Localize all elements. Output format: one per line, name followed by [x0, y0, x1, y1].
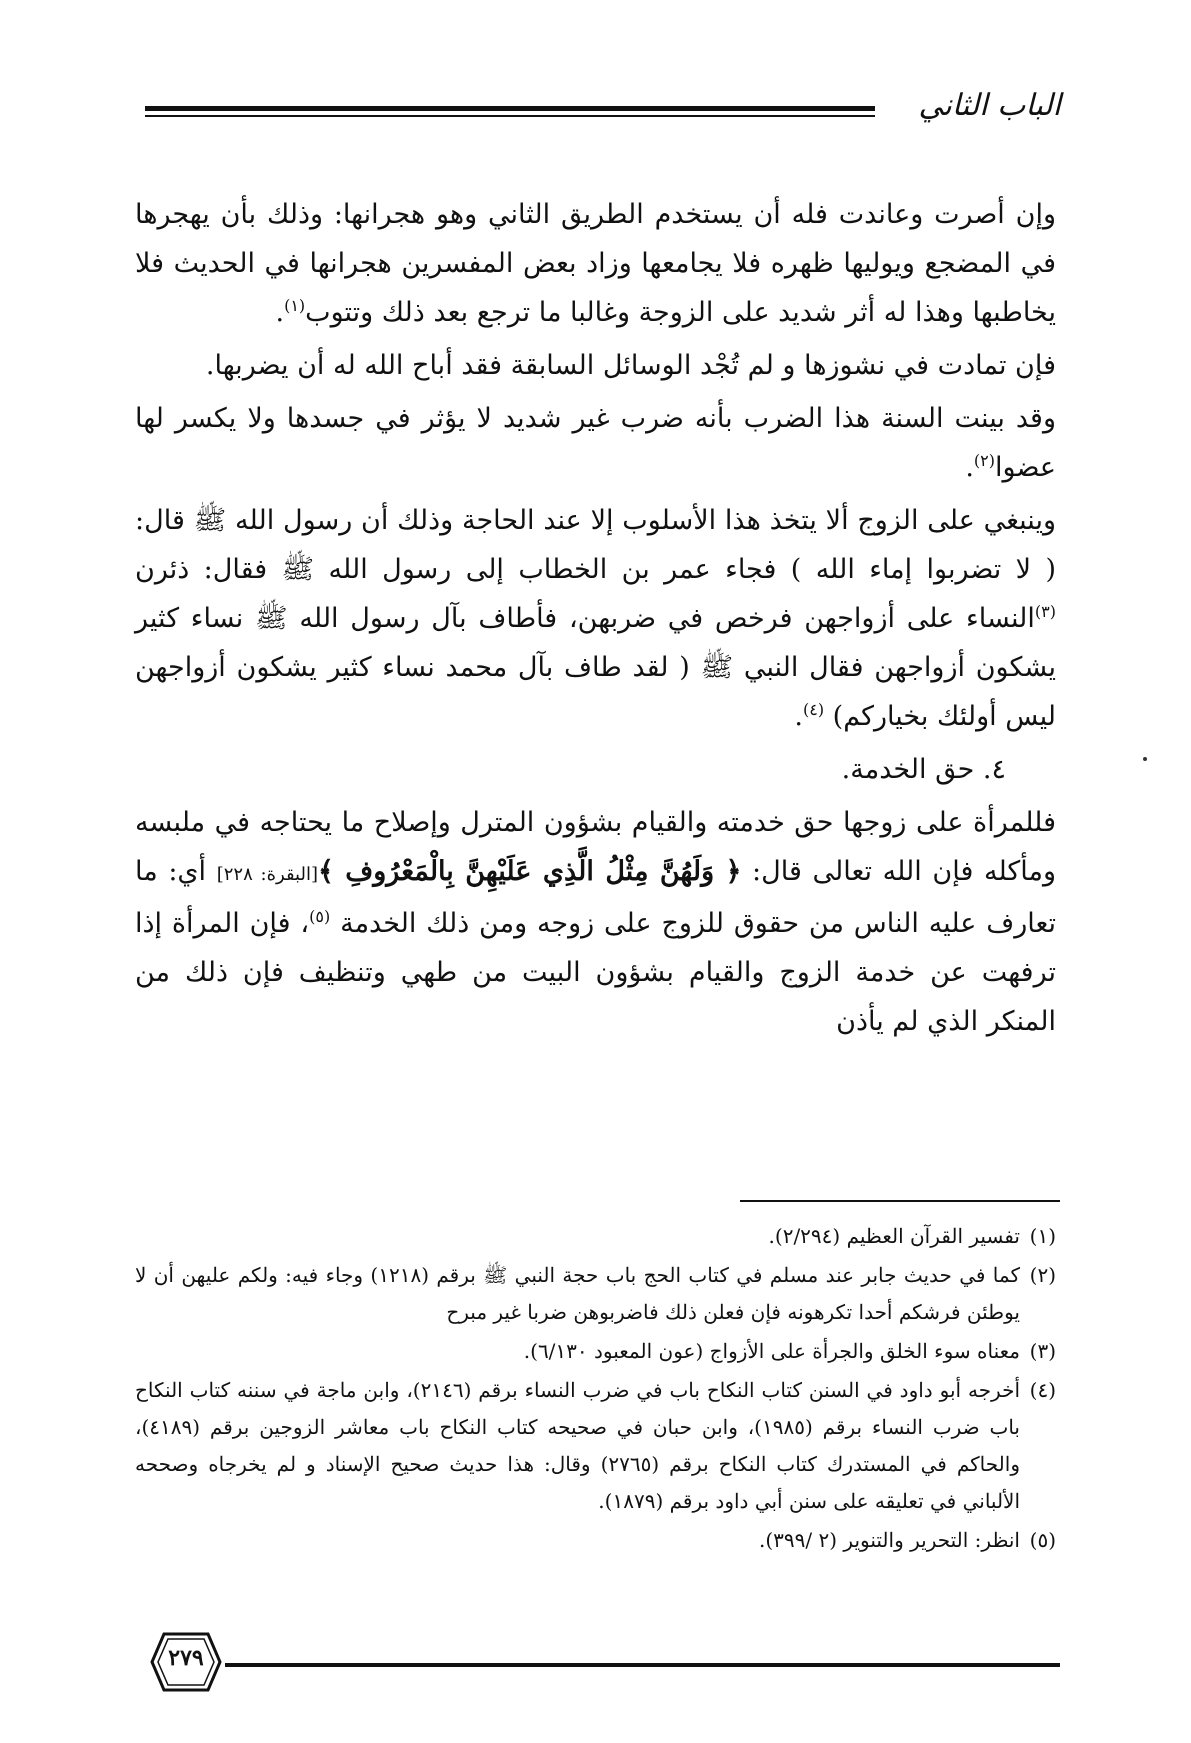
footnote-5: (٥)انظر: التحرير والتنوير (٢ /٣٩٩).	[759, 1528, 1056, 1552]
header-rule-thin	[145, 115, 875, 117]
footer-rule	[225, 1663, 1060, 1667]
footnote-ref-1[interactable]: (١)	[284, 296, 306, 315]
paragraph-4: وينبغي على الزوج ألا يتخذ هذا الأسلوب إلا عند الحاجة وذلك أن رسول الله ﷺ قال: ( لا تضربوا إماء الله ) فجاء عمر بن الخطاب إلى رسول الله ﷺ فقال: ذئرن $^{(٣)}$النساء على أزواجهن فرخص في ضربهن، فأطاف بآل رسول الله ﷺ نساء كثير يشكون أزواجهن فقال النبي ﷺ ( لقد طاف بآل محمد نساء كثير يشكون أزواجهن ليس أولئك بخياركم) $^{(٤)}$.	[135, 505, 1056, 732]
footnote-ref-4[interactable]: (٤)	[802, 700, 825, 719]
footnote-ref-3[interactable]: (٣)	[1034, 602, 1056, 621]
verse-citation: [البقرة: ٢٢٨]	[216, 864, 318, 885]
footnote-ref-5[interactable]: (٥)	[309, 907, 331, 926]
chapter-header-title: الباب الثاني	[918, 88, 1061, 123]
margin-speck	[1143, 757, 1147, 761]
header-rule-thick	[145, 106, 875, 111]
section-heading-service-right: ٤. حق الخدمة.	[841, 754, 1006, 785]
footnote-ref-2[interactable]: (٢)	[973, 451, 996, 470]
paragraph-3: وقد بينت السنة هذا الضرب بأنه ضرب غير شديد لا يؤثر في جسدها ولا يكسر لها عضوا$^{(٢)}$.	[135, 403, 1056, 483]
footnote-separator	[740, 1200, 1060, 1202]
quran-verse: ﴿ وَلَهُنَّ مِثْلُ الَّذِي عَلَيْهِنَّ بِالْمَعْرُوفِ ﴾	[318, 856, 742, 887]
footnote-1: (١)تفسير القرآن العظيم (٢/٢٩٤).	[768, 1224, 1056, 1248]
paragraph-1: وإن أصرت وعاندت فله أن يستخدم الطريق الثاني وهو هجرانها: وذلك بأن يهجرها في المضجع ويوليها ظهره فلا يجامعها وزاد بعض المفسرين هجرانها في الحديث فلا يخاطبها وهذا له أثر شديد على الزوجة وغالبا ما ترجع بعد ذلك وتتوب$^{(١)}$.	[135, 199, 1056, 328]
footnotes-section	[135, 1218, 1056, 1561]
footnote-3: (٣)معناه سوء الخلق والجرأة على الأزواج (عون المعبود ٦/١٣٠).	[523, 1339, 1056, 1363]
paragraph-2: فإن تمادت في نشوزها و لم تُجْد الوسائل السابقة فقد أباح الله له أن يضربها.	[205, 350, 1056, 381]
paragraph-5: فللمرأة على زوجها حق خدمته والقيام بشؤون المترل وإصلاح ما يحتاجه في ملبسه ومأكله فإن الله تعالى قال: ﴿ وَلَهُنَّ مِثْلُ الَّذِي عَلَيْهِنَّ بِالْمَعْرُوفِ ﴾[البقرة: ٢٢٨] أي: ما تعارف عليه الناس من حقوق للزوج على زوجه ومن ذلك الخدمة $^{(٥)}$، فإن المرأة إذا ترفهت عن خدمة الزوج والقيام بشؤون البيت من طهي وتنظيف فإن ذلك من المنكر الذي لم يأذن	[135, 807, 1057, 1037]
page-number: ٢٧٩	[168, 1645, 204, 1671]
footnote-2: (٢)كما في حديث جابر عند مسلم في كتاب الحج باب حجة النبي ﷺ برقم (١٢١٨) وجاء فيه: ولكم عليهن أن لا يوطئن فرشكم أحدا تكرهونه فإن فعلن ذلك فاضربوهن ضربا غير مبرح	[135, 1263, 1056, 1324]
main-body-text	[135, 190, 1056, 1050]
footnote-4: (٤)أخرجه أبو داود في السنن كتاب النكاح باب في ضرب النساء برقم (٢١٤٦)، وابن ماجة في سننه كتاب النكاح باب ضرب النساء برقم (١٩٨٥)، وابن حبان في صحيحه كتاب النكاح باب معاشر الزوجين برقم (٤١٨٩)، والحاكم في المستدرك كتاب النكاح برقم (٢٧٦٥) وقال: هذا حديث صحيح الإسناد و لم يخرجاه وصححه الألباني في تعليقه على سنن أبي داود برقم (١٨٧٩).	[135, 1378, 1057, 1513]
